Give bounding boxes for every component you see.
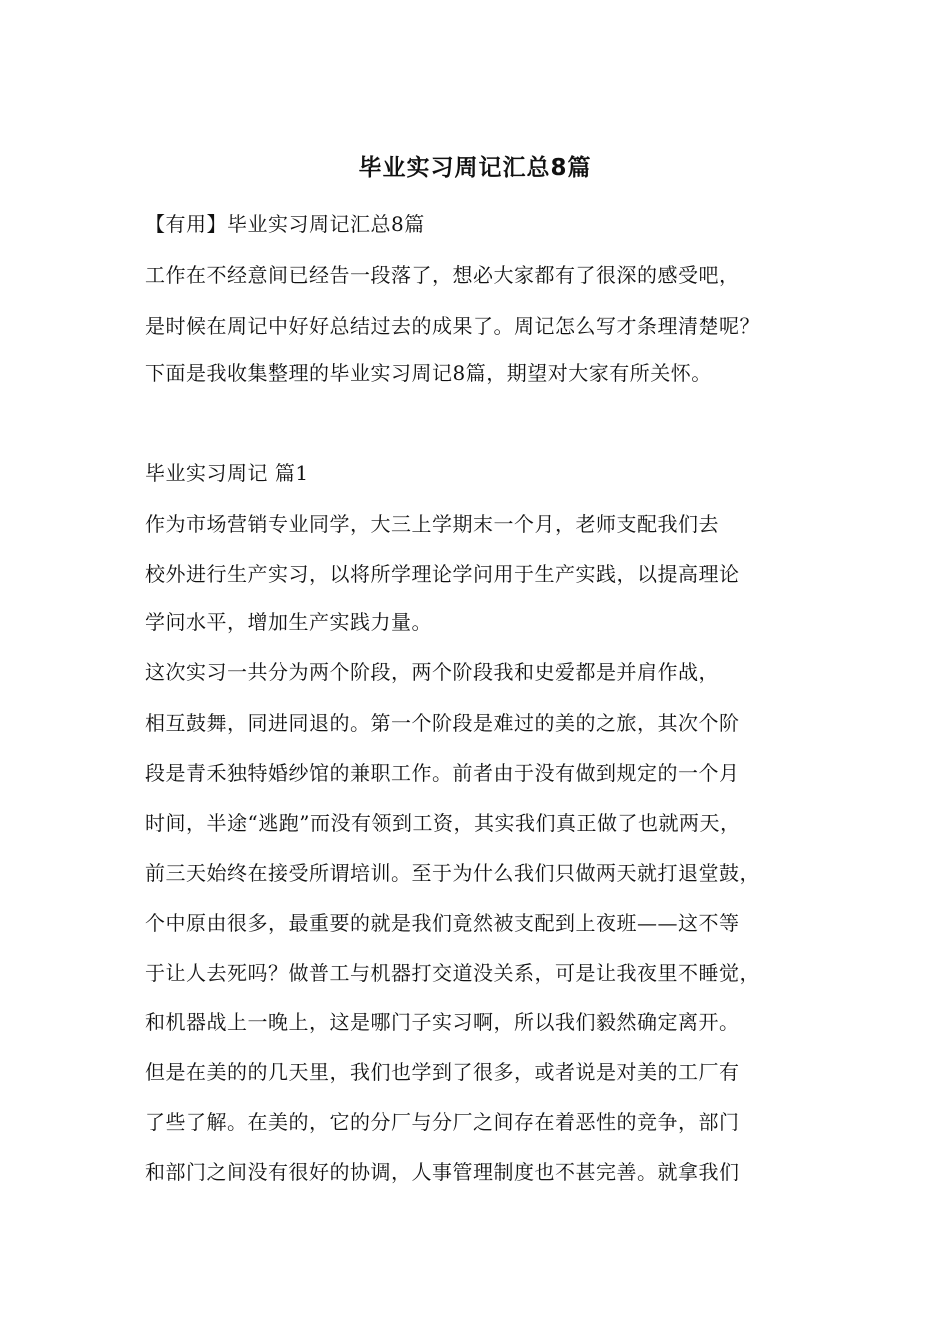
paragraph-line: 前三天始终在接受所谓培训。至于为什么我们只做两天就打退堂鼓， xyxy=(145,861,760,885)
paragraph-line: 相互鼓舞，同进同退的。第一个阶段是难过的美的之旅，其次个阶 xyxy=(145,711,740,735)
paragraph-line: 校外进行生产实习，以将所学理论学问用于生产实践，以提高理论 xyxy=(145,562,740,586)
paragraph-line: 于让人去死吗？做普工与机器打交道没关系，可是让我夜里不睡觉， xyxy=(145,961,760,985)
intro-line: 工作在不经意间已经告一段落了，想必大家都有了很深的感受吧， xyxy=(145,263,740,287)
paragraph-line: 时间，半途“逃跑”而没有领到工资，其实我们真正做了也就两天， xyxy=(145,811,741,835)
section-heading: 毕业实习周记 篇1 xyxy=(145,461,309,485)
paragraph-line: 了些了解。在美的，它的分厂与分厂之间存在着恶性的竞争，部门 xyxy=(145,1110,740,1134)
paragraph-line: 这次实习一共分为两个阶段，两个阶段我和史爱都是并肩作战， xyxy=(145,660,719,684)
paragraph-line: 段是青禾独特婚纱馆的兼职工作。前者由于没有做到规定的一个月 xyxy=(145,761,740,785)
paragraph-line: 但是在美的的几天里，我们也学到了很多，或者说是对美的工厂有 xyxy=(145,1060,740,1084)
paragraph-line: 学问水平，增加生产实践力量。 xyxy=(145,610,432,634)
document-title: 毕业实习周记汇总8篇 xyxy=(358,155,592,181)
paragraph-line: 和部门之间没有很好的协调，人事管理制度也不甚完善。就拿我们 xyxy=(145,1160,740,1184)
paragraph-line: 个中原由很多，最重要的就是我们竟然被支配到上夜班——这不等 xyxy=(145,911,740,935)
intro-line: 下面是我收集整理的毕业实习周记8篇，期望对大家有所关怀。 xyxy=(145,361,712,385)
paragraph-line: 作为市场营销专业同学，大三上学期末一个月，老师支配我们去 xyxy=(145,512,719,536)
paragraph-line: 和机器战上一晚上，这是哪门子实习啊，所以我们毅然确定离开。 xyxy=(145,1010,740,1034)
intro-line: 是时候在周记中好好总结过去的成果了。周记怎么写才条理清楚呢？ xyxy=(145,314,760,338)
document-subtitle: 【有用】毕业实习周记汇总8篇 xyxy=(145,212,425,236)
